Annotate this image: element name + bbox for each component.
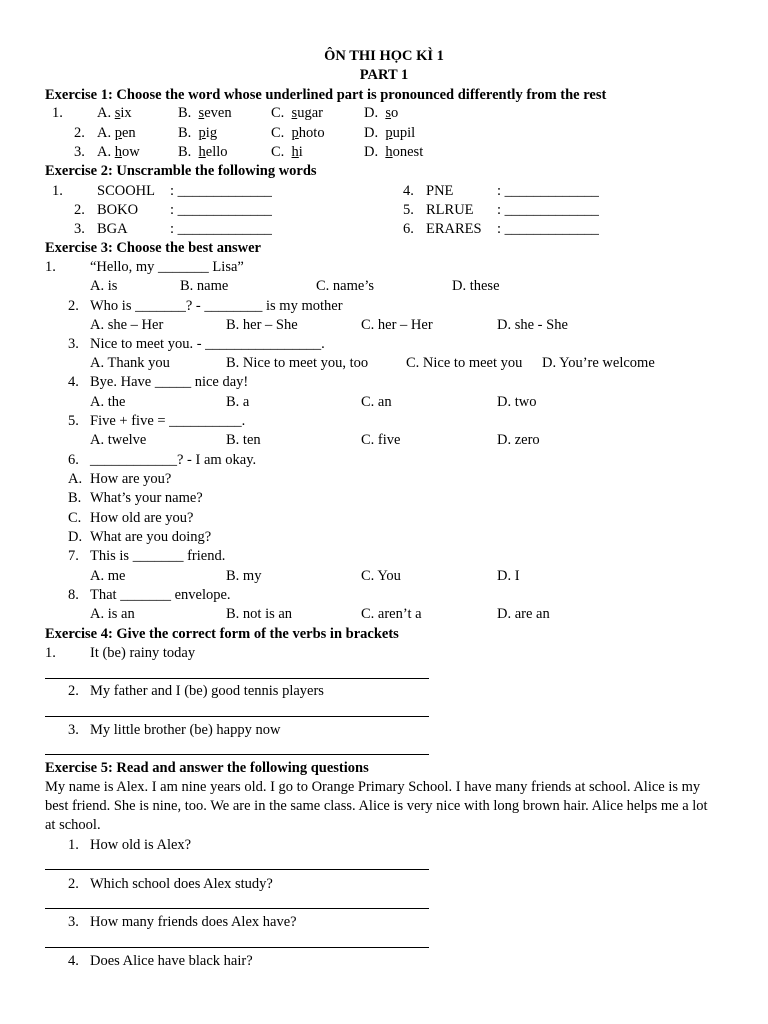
ex3-q7-option-a[interactable]: A. me — [90, 568, 126, 584]
ex3-q2-option-b[interactable]: B. her – She — [226, 317, 298, 333]
ex3-q1-option-b[interactable]: B. name — [180, 278, 229, 294]
ex1-q3-option-d: D. honest — [364, 144, 424, 160]
exercise-1-heading: Exercise 1: Choose the word whose underlined part is pronounced differently from the rest — [45, 87, 607, 103]
ex3-q1-number: 1. — [45, 259, 56, 275]
ex2-item-2-word: BOKO — [97, 202, 139, 218]
ex3-q4-option-b[interactable]: B. a — [226, 394, 250, 410]
ex3-q4-option-a[interactable]: A. the — [90, 394, 126, 410]
ex2-item-6-number: 6. — [403, 221, 414, 237]
reading-passage: My name is Alex. I am nine years old. I go to Orange Primary School. I have many friends at school. Alice is my best friend. She is nine, too. We are in the same class. Alice is very nice with long brown hair. Alice helps me a lot at school. — [45, 779, 708, 833]
ex3-q6-option-a[interactable]: How are you? — [90, 471, 172, 487]
ex1-q1-option-b: B. seven — [178, 105, 232, 121]
ex3-q8-option-b[interactable]: B. not is an — [226, 606, 293, 622]
ex5-q1-number: 1. — [68, 837, 79, 853]
ex3-q7-option-c[interactable]: C. You — [361, 568, 401, 584]
ex2-item-2-number: 2. — [74, 202, 85, 218]
ex4-item-2-number: 2. — [68, 683, 79, 699]
ex3-q2-option-d[interactable]: D. she - She — [497, 317, 568, 333]
ex4-item-1-answer-line[interactable] — [45, 678, 429, 679]
ex3-q2-number: 2. — [68, 298, 79, 314]
ex3-q6-option-b-letter: B. — [68, 490, 82, 506]
ex4-item-1-text: It (be) rainy today — [90, 645, 196, 661]
ex4-item-2-answer-line[interactable] — [45, 716, 429, 717]
ex5-q4-text: Does Alice have black hair? — [90, 953, 253, 969]
ex3-q6-option-d[interactable]: What are you doing? — [90, 529, 212, 545]
ex2-item-4-number: 4. — [403, 183, 414, 199]
ex3-q7-text: This is _______ friend. — [90, 548, 226, 564]
ex1-q2-option-d: D. pupil — [364, 125, 416, 141]
ex3-q1-option-c[interactable]: C. name’s — [316, 278, 374, 294]
ex2-item-5-blank[interactable]: : _____________ — [497, 202, 599, 218]
ex4-item-3-answer-line[interactable] — [45, 754, 429, 755]
ex1-q2-option-b: B. pig — [178, 125, 218, 141]
ex5-q2-answer-line[interactable] — [45, 908, 429, 909]
ex2-item-5-word: RLRUE — [426, 202, 474, 218]
ex3-q3-option-d[interactable]: D. You’re welcome — [542, 355, 655, 371]
ex3-q6-option-a-letter: A. — [68, 471, 83, 487]
ex3-q1-option-a[interactable]: A. is — [90, 278, 118, 294]
ex1-q2-option-c: C. photo — [271, 125, 325, 141]
ex5-q1-answer-line[interactable] — [45, 869, 429, 870]
ex3-q8-option-c[interactable]: C. aren’t a — [361, 606, 422, 622]
exercise-4-heading: Exercise 4: Give the correct form of the verbs in brackets — [45, 626, 399, 642]
ex2-item-3-blank[interactable]: : _____________ — [170, 221, 272, 237]
ex5-q2-number: 2. — [68, 876, 79, 892]
ex2-item-6-word: ERARES — [426, 221, 482, 237]
ex3-q6-text: ____________? - I am okay. — [90, 452, 257, 468]
page-subtitle: PART 1 — [359, 67, 409, 83]
ex3-q6-number: 6. — [68, 452, 79, 468]
ex3-q5-option-d[interactable]: D. zero — [497, 432, 540, 448]
ex3-q6-option-c-letter: C. — [68, 510, 82, 526]
exercise-3-heading: Exercise 3: Choose the best answer — [45, 240, 261, 256]
ex3-q3-text: Nice to meet you. - ________________. — [90, 336, 325, 352]
ex2-item-2-blank[interactable]: : _____________ — [170, 202, 272, 218]
ex2-item-1-number: 1. — [52, 183, 63, 199]
ex2-item-5-number: 5. — [403, 202, 414, 218]
ex3-q3-option-a[interactable]: A. Thank you — [90, 355, 170, 371]
ex3-q4-text: Bye. Have _____ nice day! — [90, 374, 249, 390]
ex1-q1-number: 1. — [52, 105, 63, 121]
ex3-q5-option-c[interactable]: C. five — [361, 432, 401, 448]
ex5-q3-number: 3. — [68, 914, 79, 930]
ex1-q3-number: 3. — [74, 144, 85, 160]
ex3-q5-text: Five + five = __________. — [90, 413, 246, 429]
ex1-q2-option-a: A. pen — [97, 125, 136, 141]
exercise-2-heading: Exercise 2: Unscramble the following words — [45, 163, 317, 179]
ex3-q8-option-a[interactable]: A. is an — [90, 606, 135, 622]
page-title: ÔN THI HỌC KÌ 1 — [324, 48, 444, 64]
ex3-q4-option-c[interactable]: C. an — [361, 394, 392, 410]
ex3-q8-option-d[interactable]: D. are an — [497, 606, 550, 622]
ex3-q7-number: 7. — [68, 548, 79, 564]
ex2-item-3-number: 3. — [74, 221, 85, 237]
ex3-q7-option-d[interactable]: D. I — [497, 568, 520, 584]
ex4-item-2-text: My father and I (be) good tennis players — [90, 683, 324, 699]
ex3-q5-option-a[interactable]: A. twelve — [90, 432, 147, 448]
ex2-item-4-word: PNE — [426, 183, 454, 199]
ex3-q4-option-d[interactable]: D. two — [497, 394, 537, 410]
ex5-q1-text: How old is Alex? — [90, 837, 192, 853]
ex1-q1-option-c: C. sugar — [271, 105, 323, 121]
ex3-q2-option-a[interactable]: A. she – Her — [90, 317, 164, 333]
ex2-item-3-word: BGA — [97, 221, 128, 237]
ex3-q1-option-d[interactable]: D. these — [452, 278, 500, 294]
ex1-q1-option-a: A. six — [97, 105, 132, 121]
ex1-q3-option-c: C. hi — [271, 144, 303, 160]
ex1-q3-option-b: B. hello — [178, 144, 228, 160]
ex5-q3-answer-line[interactable] — [45, 947, 429, 948]
ex2-item-6-blank[interactable]: : _____________ — [497, 221, 599, 237]
ex4-item-3-number: 3. — [68, 722, 79, 738]
ex3-q3-option-c[interactable]: C. Nice to meet you — [406, 355, 523, 371]
ex3-q6-option-c[interactable]: How old are you? — [90, 510, 194, 526]
ex2-item-4-blank[interactable]: : _____________ — [497, 183, 599, 199]
ex3-q1-text: “Hello, my _______ Lisa” — [90, 259, 244, 275]
ex1-q3-option-a: A. how — [97, 144, 140, 160]
ex1-q1-option-d: D. so — [364, 105, 399, 121]
ex3-q8-number: 8. — [68, 587, 79, 603]
ex5-q4-number: 4. — [68, 953, 79, 969]
ex5-q3-text: How many friends does Alex have? — [90, 914, 297, 930]
ex3-q2-text: Who is _______? - ________ is my mother — [90, 298, 343, 314]
ex3-q8-text: That _______ envelope. — [90, 587, 231, 603]
ex3-q4-number: 4. — [68, 374, 79, 390]
ex1-q2-number: 2. — [74, 125, 85, 141]
ex3-q6-option-b[interactable]: What’s your name? — [90, 490, 203, 506]
ex5-q2-text: Which school does Alex study? — [90, 876, 273, 892]
ex3-q3-option-b[interactable]: B. Nice to meet you, too — [226, 355, 369, 371]
ex4-item-1-number: 1. — [45, 645, 56, 661]
ex3-q3-number: 3. — [68, 336, 79, 352]
ex3-q7-option-b[interactable]: B. my — [226, 568, 262, 584]
ex3-q2-option-c[interactable]: C. her – Her — [361, 317, 433, 333]
ex2-item-1-word: SCOOHL — [97, 183, 156, 199]
ex3-q6-option-d-letter: D. — [68, 529, 83, 545]
ex2-item-1-blank[interactable]: : _____________ — [170, 183, 272, 199]
ex4-item-3-text: My little brother (be) happy now — [90, 722, 281, 738]
exercise-5-heading: Exercise 5: Read and answer the following questions — [45, 760, 369, 776]
ex3-q5-option-b[interactable]: B. ten — [226, 432, 261, 448]
ex3-q5-number: 5. — [68, 413, 79, 429]
